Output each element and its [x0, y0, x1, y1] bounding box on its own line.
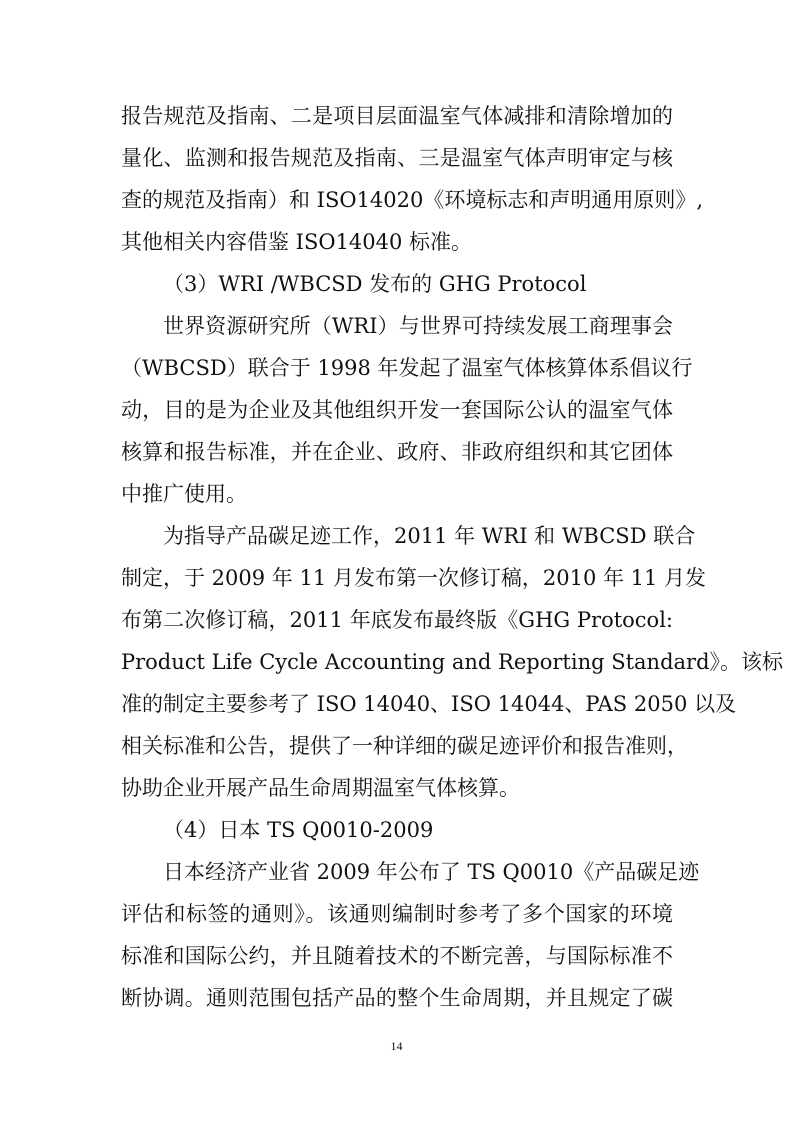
- body-text-line: Product Life Cycle Accounting and Reporting Standard》。该标: [121, 650, 784, 674]
- body-text-line: 断协调。通则范围包括产品的整个生命周期，并且规定了碳: [121, 986, 673, 1010]
- body-text-line: 量化、监测和报告规范及指南、三是温室气体声明审定与核: [121, 146, 673, 170]
- body-text-line: 动，目的是为企业及其他组织开发一套国际公认的温室气体: [121, 398, 673, 422]
- body-text-line: 协助企业开展产品生命周期温室气体核算。: [121, 776, 520, 800]
- body-text-line: 标准和国际公约，并且随着技术的不断完善，与国际标准不: [121, 944, 673, 968]
- body-text-line: 评估和标签的通则》。该通则编制时参考了多个国家的环境: [121, 902, 673, 926]
- body-text-line: 其他相关内容借鉴 ISO14040 标准。: [121, 230, 473, 254]
- body-text-line: 报告规范及指南、二是项目层面温室气体减排和清除增加的: [121, 104, 673, 128]
- body-text-line: 布第二次修订稿，2011 年底发布最终版《GHG Protocol:: [121, 608, 673, 632]
- body-text-line: 日本经济产业省 2009 年公布了 TS Q0010《产品碳足迹: [163, 860, 700, 884]
- page-number: 14: [390, 1039, 403, 1053]
- body-text-line: 核算和报告标准，并在企业、政府、非政府组织和其它团体: [121, 440, 673, 464]
- body-text-line: （WBCSD）联合于 1998 年发起了温室气体核算体系倡议行: [121, 356, 693, 380]
- body-text-line: 中推广使用。: [121, 482, 247, 506]
- section-heading: （4）日本 TS Q0010-2009: [163, 818, 434, 842]
- body-text-line: 制定，于 2009 年 11 月发布第一次修订稿，2010 年 11 月发: [121, 566, 707, 590]
- section-heading: （3）WRI /WBCSD 发布的 GHG Protocol: [163, 272, 587, 296]
- body-text-line: 查的规范及指南）和 ISO14020《环境标志和声明通用原则》,: [121, 188, 704, 212]
- body-text-line: 世界资源研究所（WRI）与世界可持续发展工商理事会: [163, 314, 673, 338]
- body-text-line: 相关标准和公告，提供了一种详细的碳足迹评价和报告准则，: [121, 734, 688, 758]
- body-text-line: 为指导产品碳足迹工作，2011 年 WRI 和 WBCSD 联合: [163, 524, 696, 548]
- body-text-line: 准的制定主要参考了 ISO 14040、ISO 14044、PAS 2050 以及: [121, 692, 736, 716]
